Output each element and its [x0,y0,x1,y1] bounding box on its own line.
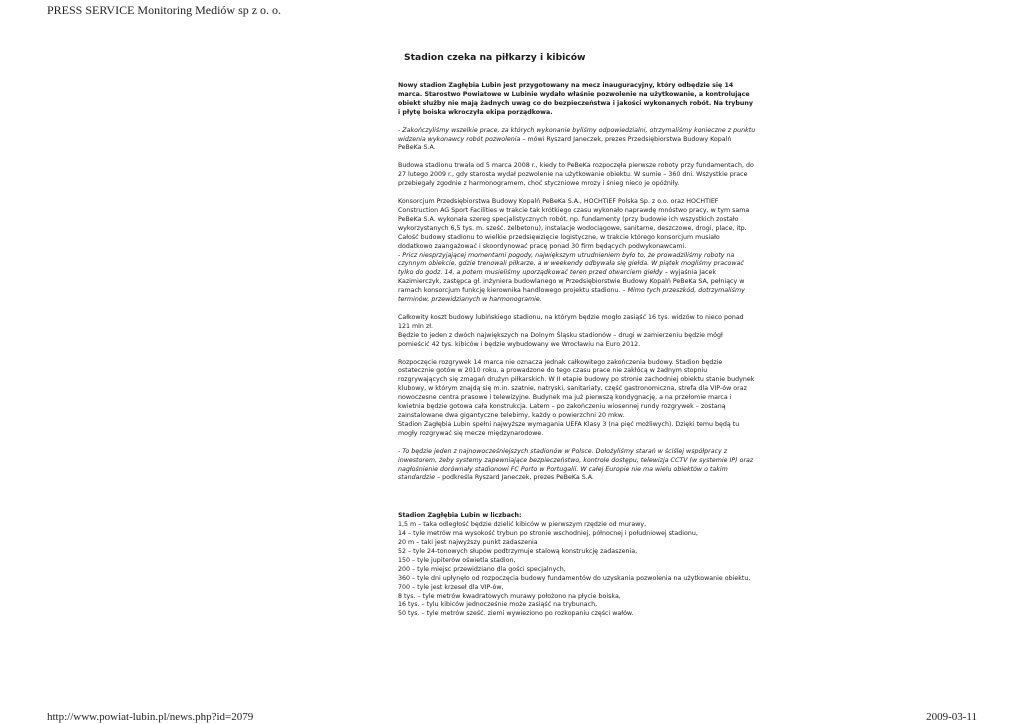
quote-attribution: – wyjaśnia Jacek Kazimierczyk, zastępca gł. inżyniera budowlanego w Przedsiębiorstwie Budowy Kopalń PeBeKa SA, pełniący w ramach konsorcjum funkcję kierownika handlowego projektu stadionu. – [398,269,745,295]
stats-item: 8 tys. – tyle metrów kwadratowych murawy położono na płycie boiska, [398,592,621,600]
paragraph-uefa: Stadion Zagłębia Lubin spełni najwyższe wymagania UEFA Klasy 3 (na pięć możliwych). Dzięki temu będą tu mogły rozgrywać się mecze międzynarodowe. [398,420,740,437]
stats-item: 150 – tyle jupiterów oświetla stadion, [398,556,516,564]
stats-item: 52 – tyle 24-tonowych słupów podtrzymuje stalową konstrukcję zadaszenia, [398,547,638,555]
paragraph-cost: Całkowity koszt budowy lubińskiego stadionu, na którym będzie mogło zasiąść 16 tys. widzów to nieco ponad 121 mln zł. [398,313,744,330]
article-title: Stadion czeka na piłkarzy i kibiców [404,52,586,63]
quote-text: - Zakończyliśmy wszelkie prace, za których wykonanie byliśmy odpowiedzialni, otrzymaliśmy konieczne z punktu widzenia wykonawcy robót pozwolenia [398,126,756,143]
quote-text: - Pricz niesprzyjającej momentami pogody, największym utrudnieniem było to, że prowadziliśmy roboty na czynnym obiekcie, gdzie trenowali piłkarze, a w weekendy odbywała się giełda. W piątek mogliśmy pracować tylko do godz. 14, a potem musieliśmy uporządkować teren przed otwarciem giełdy [398,251,744,277]
paragraph-second-stage: Rozpoczęcie rozgrywek 14 marca nie oznacza jednak całkowitego zakończenia budowy. Stadion będzie ostatecznie gotów w 2010 roku, a prowadzone do tego czasu prace nie zakłócą w żadnym stopniu rozgrywających się zmagań drużyn piłkarskich. W II etapie budowy po stronie zachodniej obiektu stanie budynek klubowy, w którym znajdą się m.in. szatnie, natryski, sanitariaty, część gastronomiczna, strefa dla VIP-ów oraz nowoczesne centra prasowe i telewizyjne. Budynek ma już pierwszą kondygnację, a na przełomie marca i kwietnia będzie gotowa cała konstrukcja. Latem – po zakończeniu wiosennej rundy rozgrywek – zostaną zainstalowane dwa gigantyczne telebimy, każdy o powierzchni 20 mkw. [398,358,755,419]
publication-date: 2009-03-11 [926,711,977,723]
stats-item: 360 – tyle dni upłynęło od rozpoczęcia budowy fundamentów do uzyskania pozwolenia na użytkowanie obiektu, [398,574,751,582]
quote-attribution: – podkreśla Ryszard Janeczek, prezes PeBeKa S.A. [434,474,594,482]
quote-text: - To będzie jeden z najnowocześniejszych stadionów w Polsce. Dołożyliśmy starań w ściślej współpracy z inwestorem, żeby systemy zapewniające bezpieczeństwo, kontrole dostępu, telewizja CCTV (w systemie IP) oraz nagłośnienie dorównały stadionowi FC Porto w Portugalii. W całej Europie nie ma wielu obiektów o takim standardzie [398,447,754,482]
stats-item: 14 – tyle metrów ma wysokość trybun po stronie wschodniej, północnej i południowej stadionu, [398,530,698,538]
article-lead: Nowy stadion Zagłębia Lubin jest przygotowany na mecz inauguracyjny, który odbędzie się 14 marca. Starostwo Powiatowe w Lubinie wydało właśnie pozwolenie na użytkowanie, a kontrolujące obiekt służby nie mają żadnych uwag co do bezpieczeństwa i jakości wykonanych robót. Na trybuny i płytę boiska wkroczyła ekipa porządkowa. [398,82,753,116]
paragraph-consortium: Konsorcjum Przedsiębiorstwa Budowy Kopalń PeBeKa S.A., HOCHTIEF Polska Sp. z o.o. oraz HOCHTIEF Construction AG Sport Facilities w trakcie tak krótkiego czasu wykonało naprawdę mnóstwo pracy, w tym sama PeBeKa S.A. wykonała szereg specjalistycznych robót, np. fundamenty (przy budowie ich wszystkich zostało wykorzystanych 6,5 tys. m. sześć. żelbetonu), instalacje wodociągowe, sanitarne, deszczowe, drogi, place, itp. [398,198,750,232]
stats-item: 50 tys. – tyle metrów sześć. ziemi wywieziono po rozkopaniu części wałów. [398,610,634,618]
press-service-header: PRESS SERVICE Monitoring Mediów sp z o. o. [47,3,282,17]
stats-item: 700 – tyle jest krzeseł dla VIP-ów, [398,583,504,591]
paragraph-logistics: Całość budowy stadionu to wielkie przedsięwzięcie logistyczne, w trakcie którego konsorcjum musiało dodatkowo zaangażować i skoordynować pracę ponad 30 firm będących podwykonawcami. [398,233,720,250]
stats-heading: Stadion Zagłębia Lubin w liczbach: [398,512,522,520]
stats-item: 16 tys. – tylu kibiców jednocześnie może zasiąść na trybunach, [398,601,598,609]
quote-attribution: – mówi Ryszard Janeczek, prezes Przedsiębiorstwa Budowy Kopalń PeBeKa S.A. [398,135,732,152]
paragraph-quote-kazimierczyk [398,252,756,305]
paragraph-construction-time: Budowa stadionu trwała od 5 marca 2008 r., kiedy to PeBeKa rozpoczęła pierwsze roboty przy fundamentach, do 27 lutego 2009 r., gdy starosta wydał pozwolenie na użytkowanie obiektu. W sumie – 360 dni. Wszystkie prace przebiegały zgodnie z harmonogramem, choć styczniowe mrozy i śnieg nieco je opóźniły. [398,162,754,188]
paragraph-largest-stadiums: Będzie to jeden z dwóch największych na Dolnym Śląsku stadionów – drugi w zamierzeniu będzie mógł pomieścić 42 tys. kibiców i będzie wybudowany we Wrocławiu na Euro 2012. [398,331,723,348]
stats-item: 20 m – taki jest najwyższy punkt zadaszenia [398,539,538,547]
source-url: http://www.powiat-lubin.pl/news.php?id=2079 [47,711,254,723]
stats-item: 1,5 m – taka odległość będzie dzielić kibiców w pierwszym rzędzie od murawy, [398,521,647,529]
paragraph-quote-modern [398,448,756,484]
stats-item: 200 – tyle miejsc przewidziano dla gości specjalnych, [398,565,566,573]
quote-text: Mimo tych przeszkód, dotrzymaliśmy terminów, przewidzianych w harmonogramie. [398,287,745,304]
article [398,52,756,619]
stats-list [398,521,756,619]
paragraph-quote-janeczek [398,127,756,154]
